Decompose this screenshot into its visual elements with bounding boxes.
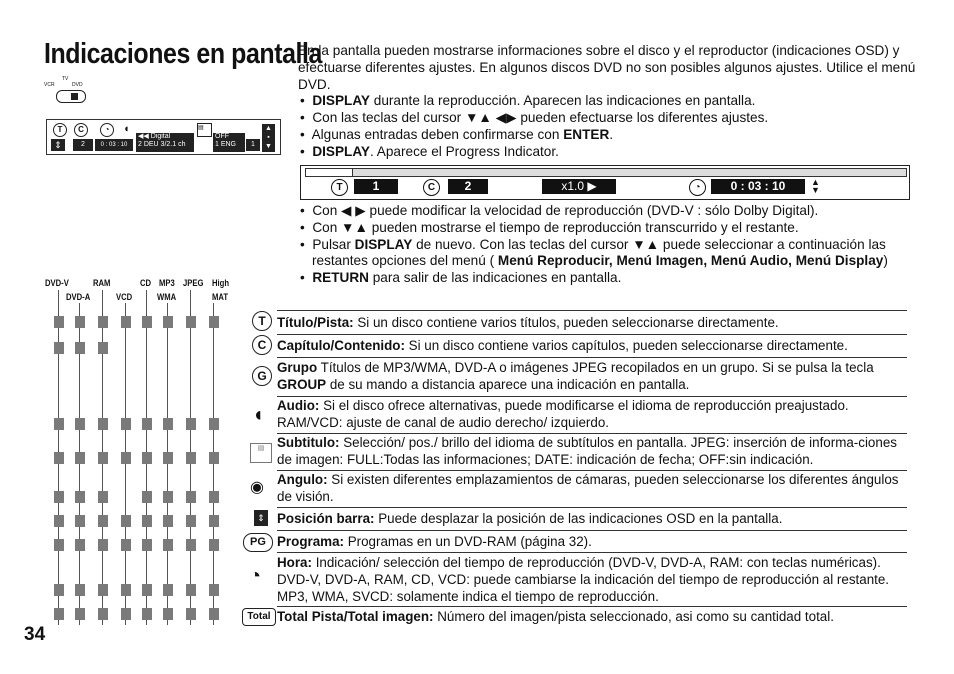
intro-paragraph: En la pantalla pueden mostrarse informaciones sobre el disco y el reproductor (indicaciones OSD) y efectuarse diferentes ajustes. En algunos discos DVD no son posibles algunos ajustes. Utilice el menú DVD. — [298, 43, 916, 92]
compatibility-marker — [121, 608, 131, 620]
bullet-enter: • Algunas entradas deben confirmarse con ENTER. — [300, 126, 614, 142]
position-icon: ⇕ — [51, 139, 65, 151]
column-line — [167, 303, 168, 625]
format-label-ram: RAM — [93, 278, 111, 288]
format-label-dvd-a: DVD-A — [66, 292, 91, 302]
compatibility-marker — [75, 418, 85, 430]
compatibility-marker — [54, 342, 64, 354]
bullets-middle — [298, 203, 922, 287]
mini-angle-value: 1 — [246, 139, 260, 151]
bullet-time: • Con ▼▲ pueden mostrarse el tiempo de reproducción transcurrido y el restante. — [300, 219, 799, 235]
osd-title-number: 1 — [354, 179, 398, 194]
row-separator — [277, 552, 907, 553]
compatibility-marker — [142, 515, 152, 527]
bullet-cursor: • Con las teclas del cursor ▼▲ ◀▶ pueden efectuarse los diferentes ajustes. — [300, 110, 769, 126]
compatibility-marker — [121, 515, 131, 527]
compatibility-marker — [75, 491, 85, 503]
compatibility-marker — [98, 491, 108, 503]
intro-section — [298, 43, 923, 161]
compatibility-marker — [75, 452, 85, 464]
compatibility-marker — [209, 316, 219, 328]
row-separator — [277, 310, 907, 311]
compatibility-marker — [209, 491, 219, 503]
format-label-wma: WMA — [157, 292, 177, 302]
clock-icon: ◔ — [249, 565, 262, 587]
compatibility-marker — [142, 418, 152, 430]
mini-audio-line2: 2 DEU 3/2.1 ch — [138, 141, 186, 148]
compatibility-marker — [209, 418, 219, 430]
compatibility-marker — [98, 452, 108, 464]
format-label-dvd-v: DVD-V — [45, 278, 69, 288]
compatibility-marker — [142, 608, 152, 620]
total-icon: Total — [242, 608, 276, 626]
desc-angle: Angulo: Si existen diferentes emplazamientos de cámaras, pueden seleccionarse los diferentes ángulos de visión. — [277, 472, 899, 504]
compatibility-marker — [163, 491, 173, 503]
bullet-progress: • DISPLAY. Aparece el Progress Indicator. — [300, 143, 559, 159]
mini-subtitle-line1: OFF — [215, 133, 229, 140]
compatibility-marker — [186, 491, 196, 503]
desc-audio: Audio: Si el disco ofrece alternativas, puede modificarse el idioma de reproducción preajustado. RAM/VCD: ajuste de canal de audio derecho/ izquierdo. — [277, 398, 849, 430]
chapter-icon: C — [74, 123, 88, 137]
osd-speed: x1.0 ▶ — [542, 179, 616, 194]
tv-label: TV — [62, 76, 69, 82]
osd-chapter-number: 2 — [448, 179, 488, 194]
desc-time: Hora: Indicación/ selección del tiempo de reproducción (DVD-V, DVD-A, RAM: con teclas numéricas). DVD-V, DVD-A, RAM, CD, VCD: puede cambiarse la indicación del tiempo de reproducción al restante. MP3, WMA, SVCD: solamente indica el tiempo de reproducción. — [277, 555, 890, 604]
compatibility-marker — [142, 316, 152, 328]
compatibility-marker — [186, 452, 196, 464]
vcr-label: VCR — [44, 82, 55, 88]
title-icon: T — [252, 311, 272, 331]
chapter-icon: C — [252, 335, 272, 355]
bullet-return: • RETURN para salir de las indicaciones en pantalla. — [300, 270, 622, 286]
compatibility-marker — [98, 539, 108, 551]
compatibility-marker — [186, 418, 196, 430]
updown-arrows-icon: ▲ ▼ — [811, 177, 820, 195]
osd-time: 0 : 03 : 10 — [711, 179, 805, 194]
compatibility-marker — [209, 539, 219, 551]
desc-group: Grupo Títulos de MP3/WMA, DVD-A o imágenes JPEG recopilados en un grupo. Si se pulsa la tecla GROUP de su mando a distancia aparece una indicación en pantalla. — [277, 360, 874, 392]
compatibility-marker — [142, 584, 152, 596]
compatibility-marker — [209, 515, 219, 527]
compatibility-marker — [54, 608, 64, 620]
compatibility-marker — [54, 452, 64, 464]
compatibility-marker — [54, 491, 64, 503]
audio-icon: ◖ — [252, 404, 265, 426]
row-separator — [277, 606, 907, 607]
compatibility-marker — [75, 539, 85, 551]
position-bar-icon: ⇕ — [254, 510, 268, 526]
mini-audio-line1: ◀◀ Digital — [138, 133, 171, 140]
row-separator — [277, 507, 907, 508]
compatibility-marker — [163, 452, 173, 464]
row-separator — [277, 396, 907, 397]
compatibility-marker — [209, 584, 219, 596]
compatibility-marker — [75, 342, 85, 354]
desc-position: Posición barra: Puede desplazar la posición de las indicaciones OSD en la pantalla. — [277, 511, 783, 526]
compatibility-marker — [121, 418, 131, 430]
format-compatibility-table — [0, 0, 280, 674]
progress-track — [305, 168, 907, 177]
column-line — [125, 303, 126, 625]
page-title: Indicaciones en pantalla — [44, 38, 322, 70]
compatibility-marker — [209, 452, 219, 464]
compatibility-marker — [142, 452, 152, 464]
format-label-cd: CD — [140, 278, 152, 288]
row-separator — [277, 433, 907, 434]
compatibility-marker — [163, 316, 173, 328]
compatibility-marker — [75, 608, 85, 620]
compatibility-marker — [75, 584, 85, 596]
chapter-icon: C — [423, 179, 440, 196]
mini-updown-icon: ▲ ▪ ▼ — [262, 124, 275, 152]
compatibility-marker — [98, 608, 108, 620]
row-separator — [277, 530, 907, 531]
bullet-speed: • Con ◀ ▶ puede modificar la velocidad de reproducción (DVD-V : sólo Dolby Digital). — [300, 203, 819, 218]
column-line — [213, 303, 214, 625]
compatibility-marker — [98, 316, 108, 328]
audio-icon: ◖ — [123, 123, 130, 135]
mini-subtitle-line2: 1 ENG — [215, 141, 237, 148]
progress-fill — [306, 169, 353, 176]
compatibility-marker — [54, 584, 64, 596]
compatibility-marker — [54, 515, 64, 527]
program-icon: PG — [243, 533, 273, 552]
group-icon: G — [252, 366, 272, 386]
desc-subtitle: Subtitulo: Selección/ pos./ brillo del idioma de subtítulos en pantalla. JPEG: inserción de informa-ciones de imagen: FULL:Todas las informaciones; DATE: indicación de fecha; OFF:sin indicación. — [277, 435, 897, 467]
compatibility-marker — [186, 316, 196, 328]
title-icon: T — [53, 123, 67, 137]
compatibility-marker — [142, 539, 152, 551]
bullet-menu: • Pulsar DISPLAY de nuevo. Con las teclas del cursor ▼▲ puede seleccionar a continuación las restantes opciones del menú ( Menú Reproducir, Menú Imagen, Menú Audio, Menú Display) — [300, 236, 888, 269]
page-number: 34 — [24, 624, 46, 645]
compatibility-marker — [54, 539, 64, 551]
desc-program: Programa: Programas en un DVD-RAM (página 32). — [277, 534, 592, 549]
clock-icon: ◔ — [689, 179, 706, 196]
compatibility-marker — [98, 584, 108, 596]
compatibility-marker — [98, 418, 108, 430]
format-label-mat: MAT — [212, 292, 229, 302]
format-label-vcd: VCD — [116, 292, 133, 302]
compatibility-marker — [209, 608, 219, 620]
title-icon: T — [331, 179, 348, 196]
compatibility-marker — [163, 418, 173, 430]
compatibility-marker — [186, 584, 196, 596]
compatibility-marker — [186, 608, 196, 620]
compatibility-marker — [98, 342, 108, 354]
compatibility-marker — [163, 608, 173, 620]
desc-chapter: Capítulo/Contenido: Si un disco contiene varios capítulos, pueden seleccionarse directamente. — [277, 338, 848, 353]
compatibility-marker — [163, 515, 173, 527]
angle-camera-icon: ◉ — [250, 479, 264, 496]
compatibility-marker — [186, 515, 196, 527]
subtitle-icon: ▤ — [197, 123, 212, 137]
mini-title-value: 2 — [73, 139, 93, 151]
compatibility-marker — [121, 539, 131, 551]
compatibility-marker — [142, 491, 152, 503]
compatibility-marker — [75, 515, 85, 527]
compatibility-marker — [121, 316, 131, 328]
subtitle-icon: ▤ — [250, 443, 272, 463]
desc-title: Título/Pista: Si un disco contiene varios títulos, pueden seleccionarse directamente. — [277, 315, 779, 330]
desc-total: Total Pista/Total imagen: Número del imagen/pista seleccionado, asi como su cantidad total. — [277, 609, 834, 624]
compatibility-marker — [54, 418, 64, 430]
mini-time-value: 0 : 03 : 10 — [95, 139, 133, 151]
bullet-display: • DISPLAY durante la reproducción. Aparecen las indicaciones en pantalla. — [300, 93, 756, 109]
row-separator — [277, 470, 907, 471]
row-separator — [277, 357, 907, 358]
compatibility-marker — [75, 316, 85, 328]
clock-icon: ◔ — [100, 123, 114, 137]
compatibility-marker — [98, 515, 108, 527]
dvd-label: DVD — [72, 82, 83, 88]
format-label-jpeg: JPEG — [183, 278, 204, 288]
compatibility-marker — [121, 584, 131, 596]
compatibility-marker — [54, 316, 64, 328]
compatibility-marker — [163, 539, 173, 551]
compatibility-marker — [163, 584, 173, 596]
format-label-mp3: MP3 — [159, 278, 175, 288]
compatibility-marker — [186, 539, 196, 551]
format-label-high: High — [212, 278, 229, 288]
row-separator — [277, 334, 907, 335]
compatibility-marker — [121, 452, 131, 464]
progress-indicator-bar — [300, 165, 910, 200]
